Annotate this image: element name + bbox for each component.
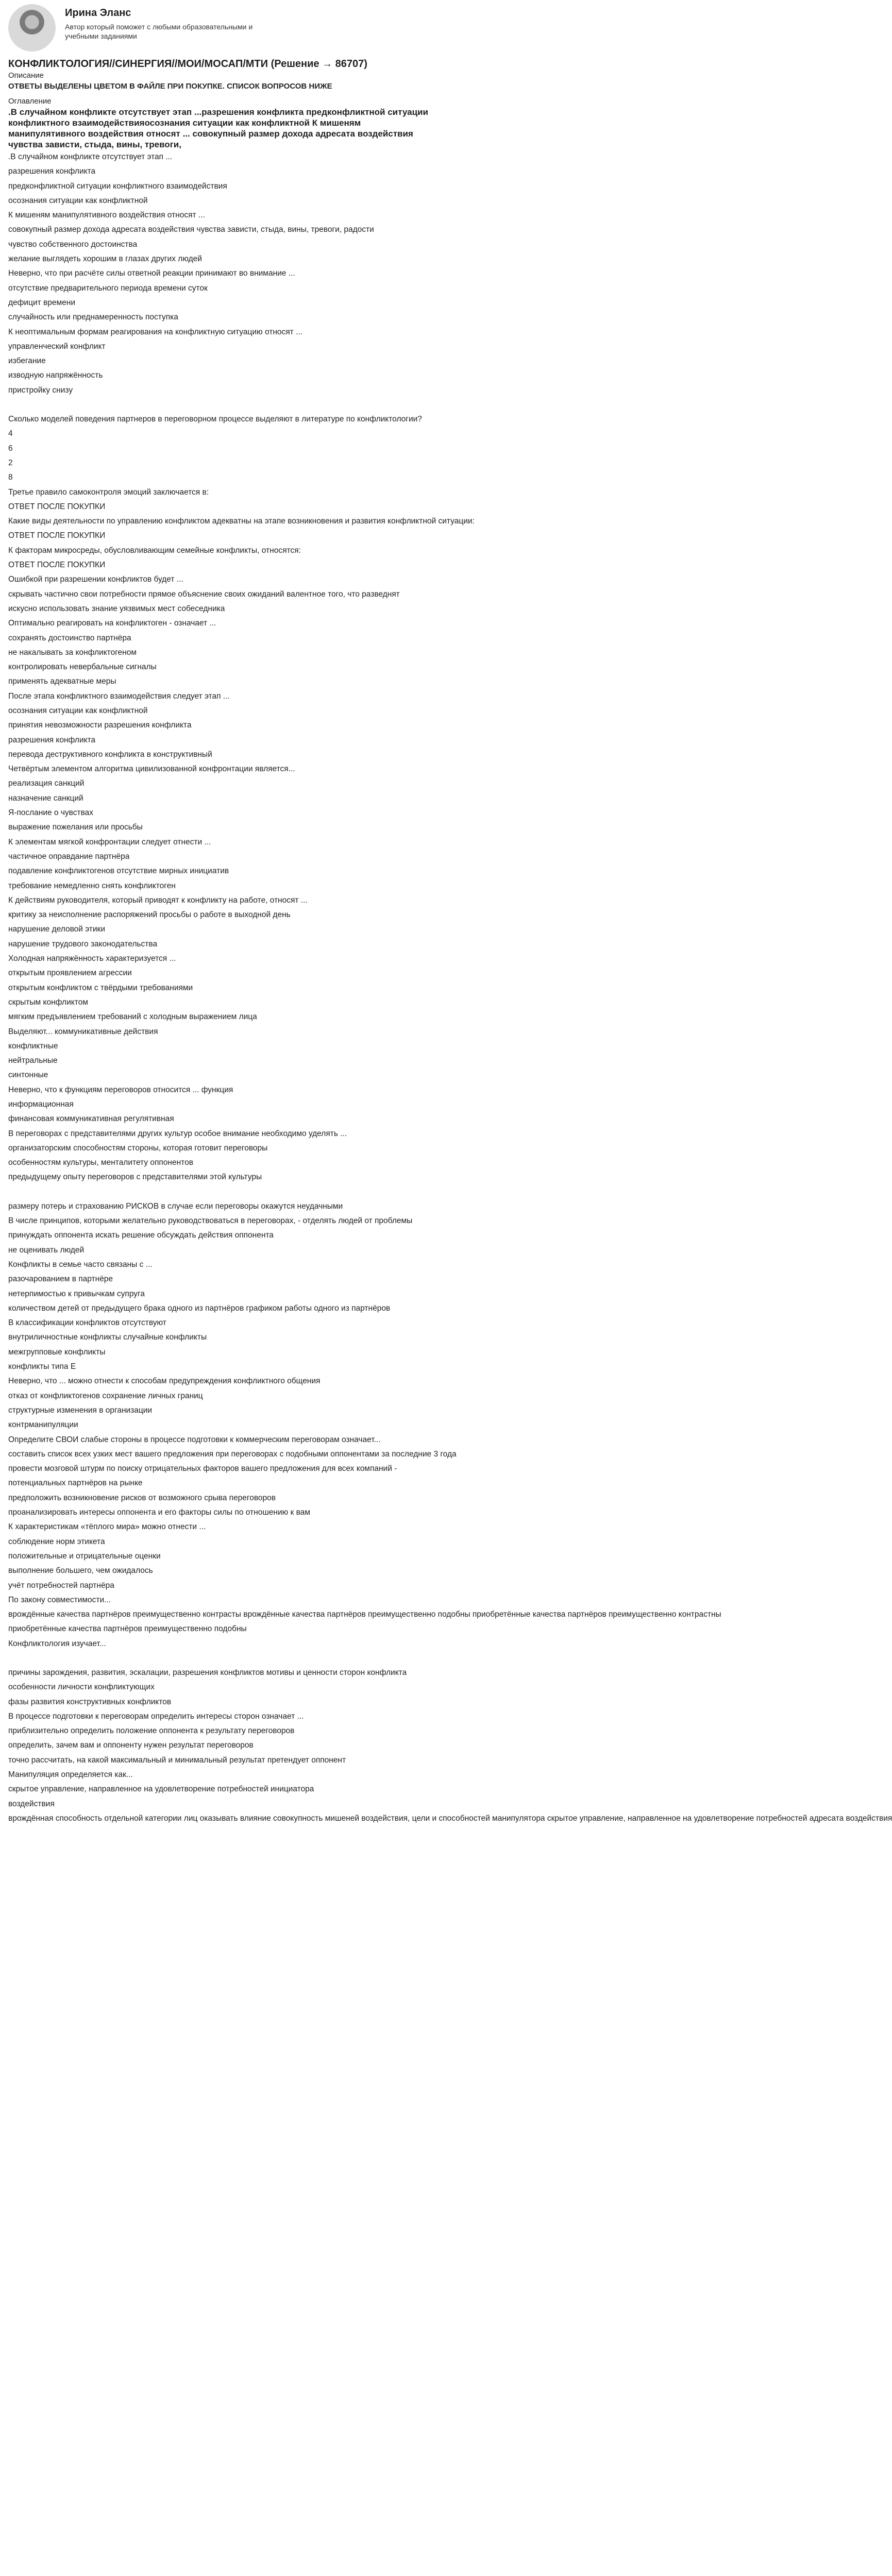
content-line: принуждать оппонента искать решение обсуждать действия оппонента xyxy=(8,1231,274,1240)
content-line: Какие виды деятельности по управлению конфликтом адекватны на этапе возникновения и развития конфликтной ситуации: xyxy=(8,517,475,526)
content-line: 8 xyxy=(8,473,13,482)
content-line: Холодная напряжённость характеризуется ... xyxy=(8,954,176,963)
content-line: скрытым конфликтом xyxy=(8,997,88,1007)
page xyxy=(8,0,892,1826)
content-line: В классификации конфликтов отсутствуют xyxy=(8,1318,166,1328)
content-line: врождённые качества партнёров преимущественно контрасты врождённые качества партнёров преимущественно подобны приобретённые качества партнёров преимущественно контрастны xyxy=(8,1610,721,1619)
content-line: критику за неисполнение распоряжений просьбы о работе в выходной день xyxy=(8,910,291,920)
content-line: нейтральные xyxy=(8,1056,58,1065)
content-line: Конфликтология изучает... xyxy=(8,1639,106,1648)
content-line: количеством детей от предыдущего брака одного из партнёров графиком работы одного из партнёров xyxy=(8,1303,391,1313)
content-line: Я-послание о чувствах xyxy=(8,808,94,818)
content-line xyxy=(8,1185,428,1199)
content-line: информационная xyxy=(8,1100,74,1109)
question-list xyxy=(8,150,892,1826)
content-line: точно рассчитать, на какой максимальный и минимальный результат претендует оппонент xyxy=(8,1755,346,1765)
content-line: предыдущему опыту переговоров с представителями этой культуры xyxy=(8,1173,262,1182)
content-line: Определите СВОИ слабые стороны в процессе подготовки к коммерческим переговорам означает... xyxy=(8,1435,381,1444)
author-description: Автор который поможет с любыми образовательными и учебными заданиями xyxy=(65,23,253,40)
content-line: составить список всех узких мест вашего предложения при переговорах с подобными оппонентами за последние 3 года xyxy=(8,1449,457,1459)
content-line xyxy=(8,398,428,412)
content-line: К неоптимальным формам реагирования на конфликтную ситуацию относят ... xyxy=(8,327,302,336)
content-line: пристройку снизу xyxy=(8,385,73,395)
content-line: разрешения конфликта xyxy=(8,735,96,744)
content-line: К действиям руководителя, который приводят к конфликту на работе, относят ... xyxy=(8,895,308,905)
content-line: нарушение деловой этики xyxy=(8,925,105,934)
content-line: назначение санкций xyxy=(8,793,83,803)
content-line: межгрупповые конфликты xyxy=(8,1347,106,1357)
content-line: К характеристикам «тёплого мира» можно отнести ... xyxy=(8,1522,206,1532)
content-line xyxy=(8,1651,428,1666)
author-info xyxy=(65,4,281,41)
content-line: синтонные xyxy=(8,1071,48,1080)
content-line: предположить возникновение рисков от возможного срыва переговоров xyxy=(8,1493,276,1502)
content-line: приблизительно определить положение оппонента к результату переговоров xyxy=(8,1726,295,1736)
content-line: совокупный размер дохода адресата воздействия чувства зависти, стыда, вины, тревоги, радости xyxy=(8,225,374,234)
content-line: контролировать невербальные сигналы xyxy=(8,663,157,672)
content-line: врождённая способность отдельной категории лиц оказывать влияние совокупность мишеней воздействия, цели и способностей манипулятора скрытое управление, направленное на удовлетворение потребностей адресата воздействия xyxy=(8,1814,892,1823)
content-line: Выделяют... коммуникативные действия xyxy=(8,1027,158,1036)
content-line: причины зарождения, развития, эскалации, разрешения конфликтов мотивы и ценности сторон конфликта xyxy=(8,1668,407,1677)
content-line: потенциальных партнёров на рынке xyxy=(8,1479,143,1488)
content-line: Конфликты в семье часто связаны с ... xyxy=(8,1260,153,1269)
content-line: К мишеням манипулятивного воздействия относят ... xyxy=(8,211,205,220)
content-line: желание выглядеть хорошим в глазах других людей xyxy=(8,255,202,264)
content-line: отказ от конфликтогенов сохранение личных границ xyxy=(8,1391,203,1400)
content-line: осознания ситуации как конфликтной xyxy=(8,196,148,205)
content-line: Третье правило самоконтроля эмоций заключается в: xyxy=(8,487,209,497)
author-name[interactable]: Ирина Эланс xyxy=(65,7,131,19)
content-line: провести мозговой штурм по поиску отрицательных факторов вашего предложения для всех компаний - xyxy=(8,1464,397,1473)
content-line: ОТВЕТ ПОСЛЕ ПОКУПКИ xyxy=(8,531,106,540)
content-line: предконфликтной ситуации конфликтного взаимодействия xyxy=(8,181,227,191)
content-line: проанализировать интересы оппонента и его факторы силы по отношению к вам xyxy=(8,1508,310,1517)
content-line: применять адекватные меры xyxy=(8,677,116,686)
content-line: искусно использовать знание уязвимых мест собеседника xyxy=(8,604,225,613)
content-line: Неверно, что к функциям переговоров относится ... функция xyxy=(8,1085,233,1094)
content-line: 4 xyxy=(8,429,13,438)
content-line: особенностям культуры, менталитету оппонентов xyxy=(8,1158,193,1167)
content-line: ОТВЕТ ПОСЛЕ ПОКУПКИ xyxy=(8,561,106,570)
content-line: фазы развития конструктивных конфликтов xyxy=(8,1697,172,1706)
content-line: мягким предъявлением требований с холодным выражением лица xyxy=(8,1012,257,1022)
content-line: Оптимально реагировать на конфликтоген - означает ... xyxy=(8,619,216,628)
content-line: ОТВЕТ ПОСЛЕ ПОКУПКИ xyxy=(8,502,106,511)
document-title: КОНФЛИКТОЛОГИЯ//СИНЕРГИЯ//МОИ/МОСАП/МТИ (Решение → 86707) xyxy=(8,58,367,70)
content-line: требование немедленно снять конфликтоген xyxy=(8,881,176,890)
content-line: принятия невозможности разрешения конфликта xyxy=(8,721,192,730)
content-line: управленческий конфликт xyxy=(8,342,106,351)
content-line: особенности личности конфликтующих xyxy=(8,1683,155,1692)
content-line: скрывать частично свои потребности прямое объяснение своих ожиданий валентное того, что разведнят xyxy=(8,589,400,599)
content-line: контрманипуляции xyxy=(8,1420,78,1430)
content-line: Четвёртым элементом алгоритма цивилизованной конфронтации является... xyxy=(8,765,295,774)
content-line: Манипуляция определяется как... xyxy=(8,1770,133,1780)
content-line: разрешения конфликта xyxy=(8,167,96,176)
content-line: Неверно, что ... можно отнести к способам предупреждения конфликтного общения xyxy=(8,1377,321,1386)
description-text: ОТВЕТЫ ВЫДЕЛЕНЫ ЦВЕТОМ В ФАЙЛЕ ПРИ ПОКУПКЕ. СПИСОК ВОПРОСОВ НИЖЕ xyxy=(8,82,332,91)
content-line: нетерпимостью к привычкам супруга xyxy=(8,1289,145,1298)
content-line: изводную напряжённость xyxy=(8,371,103,380)
content-line: выражение пожелания или просьбы xyxy=(8,823,143,832)
content-line: положительные и отрицательные оценки xyxy=(8,1551,161,1561)
content-line: учёт потребностей партнёра xyxy=(8,1581,114,1590)
content-line: выполнение большего, чем ожидалось xyxy=(8,1566,153,1575)
content-line: 2 xyxy=(8,458,13,467)
content-line: В переговорах с представителями других культур особое внимание необходимо уделять ... xyxy=(8,1129,347,1138)
content-line: .В случайном конфликте отсутствует этап ... xyxy=(8,152,173,161)
content-line: сохранять достоинство партнёра xyxy=(8,633,131,642)
toc-label: Оглавление xyxy=(8,97,52,106)
content-line: осознания ситуации как конфликтной xyxy=(8,706,148,715)
content-line: не накалывать за конфликтогеном xyxy=(8,648,137,657)
content-line: не оценивать людей xyxy=(8,1245,85,1255)
content-line: приобретённые качества партнёров преимущественно подобны xyxy=(8,1624,247,1634)
avatar xyxy=(8,4,56,52)
content-line: перевода деструктивного конфликта в конструктивный xyxy=(8,750,212,759)
content-line: разочарованием в партнёре xyxy=(8,1275,113,1284)
content-line: организаторским способностям стороны, которая готовит переговоры xyxy=(8,1143,268,1153)
content-line: 6 xyxy=(8,444,13,453)
content-line: скрытое управление, направленное на удовлетворение потребностей инициатора xyxy=(8,1785,314,1794)
content-line: открытым конфликтом с твёрдыми требованиями xyxy=(8,983,193,992)
content-line: воздействия xyxy=(8,1799,55,1808)
toc-title: .В случайном конфликте отсутствует этап ...разрешения конфликта предконфликтной ситуации конфликтного взаимодействияосознания ситуации как конфликтной К мишеням манипулятивного воздействия относят ... совокупный размер дохода адресата воздействия чувства зависти, стыда, вины, тревоги, xyxy=(8,107,428,149)
content-line: отсутствие предварительного периода времени суток xyxy=(8,283,208,293)
description-label: Описание xyxy=(8,71,44,80)
content-line: К элементам мягкой конфронтации следует отнести ... xyxy=(8,837,211,846)
content-line: случайность или преднамеренность поступка xyxy=(8,313,178,322)
author-card xyxy=(8,0,428,52)
content-line: конфликтные xyxy=(8,1041,58,1050)
content-line: реализация санкций xyxy=(8,779,85,788)
content-line: определить, зачем вам и оппоненту нужен результат переговоров xyxy=(8,1741,254,1750)
content-line: подавление конфликтогенов отсутствие мирных инициатив xyxy=(8,867,229,876)
content-line: После этапа конфликтного взаимодействия следует этап ... xyxy=(8,691,230,701)
content-line: Ошибкой при разрешении конфликтов будет ... xyxy=(8,575,183,584)
content-line: открытым проявлением агрессии xyxy=(8,969,132,978)
content-line: По закону совместимости... xyxy=(8,1595,111,1604)
content-line: чувство собственного достоинства xyxy=(8,240,138,249)
content-line: дефицит времени xyxy=(8,298,75,307)
content-line: В числе принципов, которыми желательно руководствоваться в переговорах, - отделять людей от проблемы xyxy=(8,1216,413,1226)
content-line: конфликты типа Е xyxy=(8,1362,76,1371)
content-line: Неверно, что при расчёте силы ответной реакции принимают во внимание ... xyxy=(8,269,295,278)
content-line: нарушение трудового законодательства xyxy=(8,939,158,948)
content-line: структурные изменения в организации xyxy=(8,1405,153,1415)
content-line: финансовая коммуникативная регулятивная xyxy=(8,1114,174,1124)
content-line: внутриличностные конфликты случайные конфликты xyxy=(8,1333,207,1342)
content-line: Сколько моделей поведения партнеров в переговорном процессе выделяют в литературе по конфликтологии? xyxy=(8,415,422,424)
content-line: частичное оправдание партнёра xyxy=(8,852,130,861)
content-line: В процессе подготовки к переговорам определить интересы сторон означает ... xyxy=(8,1711,304,1721)
content-line: избегание xyxy=(8,357,46,366)
content-line: соблюдение норм этикета xyxy=(8,1537,105,1546)
content-line: размеру потерь и страхованию РИСКОВ в случае если переговоры окажутся неудачными xyxy=(8,1201,343,1211)
content-line: К факторам микросреды, обусловливающим семейные конфликты, относятся: xyxy=(8,546,301,555)
